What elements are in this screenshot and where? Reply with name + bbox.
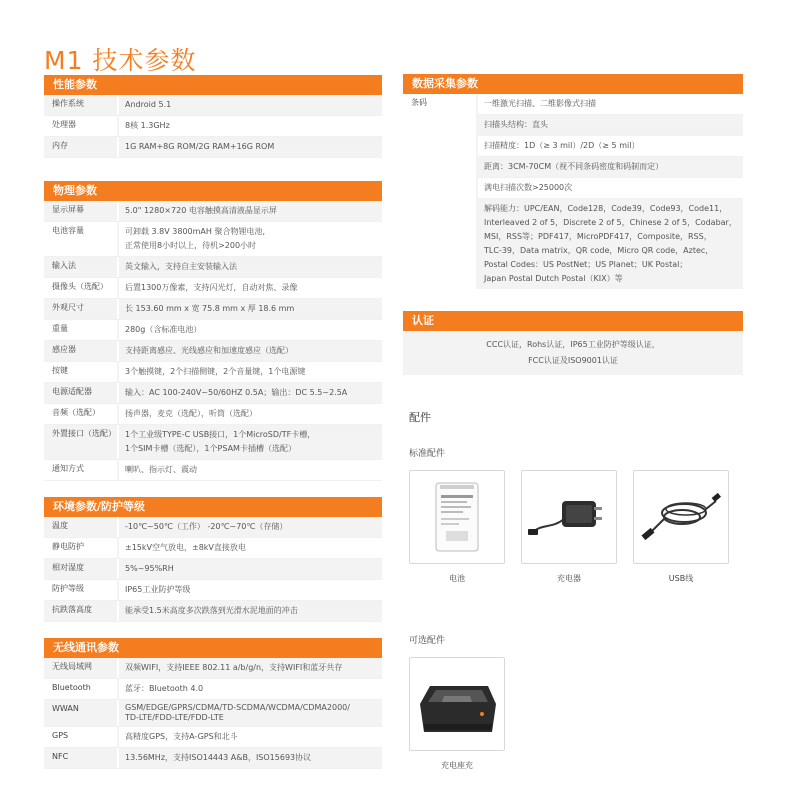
table-row	[44, 299, 382, 320]
certification-section	[403, 311, 743, 375]
spec-table	[44, 658, 382, 769]
page-title: M1 技术参数	[44, 45, 197, 75]
accessory-caption: 充电器	[557, 574, 581, 583]
barcode-spec-item: 满电扫描次数>25000次	[478, 178, 743, 199]
spec-label: 按键	[44, 362, 119, 382]
spec-value: 双频WIFI，支持IEEE 802.11 a/b/g/n，支持WIFI和蓝牙共存	[125, 663, 343, 672]
spec-value: 1个工业级TYPE-C USB接口，1个MicroSD/TF卡槽， 1个SIM卡槽（选配），1个PSAM卡插槽（选配）	[125, 430, 316, 453]
table-row	[44, 341, 382, 362]
certification-line: FCC认证及ISO9001认证	[528, 356, 618, 365]
charging-cradle-icon	[410, 658, 504, 750]
spec-label: 外观尺寸	[44, 299, 119, 319]
spec-value: 1G RAM+8G ROM/2G RAM+16G ROM	[125, 142, 275, 151]
environment-section	[44, 497, 382, 622]
accessory-caption: 充电座充	[441, 761, 473, 770]
table-row	[44, 580, 382, 601]
spec-value: 可卸载 3.8V 3800mAH 聚合物锂电池, 正常使用8小时以上，待机>200小时	[125, 227, 266, 250]
spec-label: 相对湿度	[44, 559, 119, 579]
spec-label: NFC	[44, 748, 119, 768]
table-row	[44, 383, 382, 404]
spec-label: GPS	[44, 727, 119, 747]
spec-value: 输入：AC 100-240V~50/60HZ 0.5A；输出：DC 5.5~2.5A	[125, 388, 348, 397]
table-row	[44, 460, 382, 480]
certification-text	[403, 331, 743, 375]
accessory-usb-cable	[633, 470, 729, 564]
spec-label: 感应器	[44, 341, 119, 361]
accessories-title: 配件	[409, 411, 431, 424]
spec-label: WWAN	[44, 700, 119, 726]
table-row	[44, 700, 382, 727]
section-header: 物理参数	[44, 181, 382, 201]
spec-value: 后置1300万像素，支持闪光灯，自动对焦、录像	[125, 283, 298, 292]
table-row	[44, 559, 382, 580]
spec-value: 3个触摸键，2个扫描侧键，2个音量键，1个电源键	[125, 367, 306, 376]
spec-value: 喇叭、指示灯、震动	[125, 465, 197, 474]
spec-label: 输入法	[44, 257, 119, 277]
accessory-caption: USB线	[668, 574, 694, 583]
data-capture-section	[403, 74, 743, 289]
barcode-spec-item: 解码能力：UPC/EAN，Code128，Code39，Code93，Code11， Interleaved 2 of 5，Discrete 2 of 5，Chinese 2 of 5，Codabar， MSI，RSS等；PDF417，MicroPDF417，Composite，RSS， TLC-39，Data matrix，QR code，Micro QR code，Aztec， Postal Codes：US PostNet；US Planet；UK Postal； Japan Postal Dutch Postal（KIX）等	[478, 199, 743, 289]
spec-value: 高精度GPS，支持A-GPS和北斗	[125, 732, 238, 741]
usb-cable-icon	[634, 471, 728, 563]
spec-label: 静电防护	[44, 538, 119, 558]
battery-icon	[410, 471, 504, 563]
spec-value: 8核 1.3GHz	[125, 121, 170, 130]
barcode-spec-item: 一维激光扫描、二维影像式扫描	[478, 94, 743, 115]
spec-label: 重量	[44, 320, 119, 340]
spec-value: 长 153.60 mm x 宽 75.8 mm x 厚 18.6 mm	[125, 304, 295, 313]
table-row	[44, 425, 382, 460]
section-header: 数据采集参数	[403, 74, 743, 94]
spec-table	[44, 517, 382, 622]
table-row	[44, 137, 382, 157]
spec-label: 防护等级	[44, 580, 119, 600]
wireless-section	[44, 638, 382, 769]
spec-value: 5%~95%RH	[125, 564, 174, 573]
optional-accessories-label: 可选配件	[409, 636, 446, 646]
section-header: 认证	[403, 311, 743, 331]
table-row	[44, 679, 382, 700]
barcode-label: 条码	[403, 94, 478, 289]
table-row	[44, 278, 382, 299]
spec-value: ±15kV空气放电，±8kV直接放电	[125, 543, 246, 552]
spec-value: 扬声器，麦克（选配），听筒（选配）	[125, 409, 257, 418]
spec-table	[44, 95, 382, 158]
accessory-battery	[409, 470, 505, 564]
spec-value: 支持距离感应、光线感应和加速度感应（选配）	[125, 346, 293, 355]
spec-value: 13.56MHz，支持ISO14443 A&B，ISO15693协议	[125, 753, 312, 762]
spec-label: 内存	[44, 137, 119, 157]
spec-value: -10℃~50℃（工作） -20℃~70℃（存储）	[125, 522, 288, 531]
accessory-charger	[521, 470, 617, 564]
charger-icon	[522, 471, 616, 563]
standard-accessories-label: 标准配件	[409, 449, 446, 459]
section-header: 性能参数	[44, 75, 382, 95]
spec-value: Android 5.1	[125, 100, 172, 109]
table-row	[44, 538, 382, 559]
barcode-spec-list	[478, 94, 743, 289]
table-row	[44, 748, 382, 768]
spec-label: 无线局域网	[44, 658, 119, 678]
table-row	[44, 222, 382, 257]
spec-value: 5.0" 1280×720 电容触摸高清液晶显示屏	[125, 206, 277, 215]
physical-section	[44, 181, 382, 481]
spec-label: 外置接口（选配）	[44, 425, 119, 459]
spec-value: 280g（含标准电池）	[125, 325, 202, 334]
table-row	[44, 116, 382, 137]
spec-value: IP65工业防护等级	[125, 585, 191, 594]
table-row	[44, 320, 382, 341]
spec-label: 显示屏幕	[44, 201, 119, 221]
table-row	[44, 517, 382, 538]
spec-label: 电源适配器	[44, 383, 119, 403]
spec-value: 英文输入，支持自主安装输入法	[125, 262, 237, 271]
barcode-spec-item: 距离：3CM-70CM（视不同条码密度和码制而定）	[478, 157, 743, 178]
spec-label: 处理器	[44, 116, 119, 136]
spec-label: 温度	[44, 517, 119, 537]
barcode-spec	[403, 94, 743, 289]
spec-table	[44, 201, 382, 481]
spec-label: Bluetooth	[44, 679, 119, 699]
table-row	[44, 658, 382, 679]
spec-label: 通知方式	[44, 460, 119, 480]
spec-label: 电池容量	[44, 222, 119, 256]
certification-line: CCC认证，Rohs认证，IP65工业防护等级认证，	[486, 340, 660, 349]
spec-label: 操作系统	[44, 95, 119, 115]
table-row	[44, 95, 382, 116]
table-row	[44, 727, 382, 748]
performance-section	[44, 75, 382, 158]
spec-label: 摄像头（选配）	[44, 278, 119, 298]
table-row	[44, 257, 382, 278]
accessory-charging-cradle	[409, 657, 505, 751]
spec-value: 能承受1.5米高度多次跌落到光滑水泥地面的冲击	[125, 606, 298, 615]
barcode-spec-item: 扫描头结构：直头	[478, 115, 743, 136]
spec-value: GSM/EDGE/GPRS/CDMA/TD-SCDMA/WCDMA/CDMA2000/ TD-LTE/FDD-LTE/FDD-LTE	[125, 703, 350, 722]
table-row	[44, 362, 382, 383]
table-row	[44, 601, 382, 621]
spec-label: 音频（选配）	[44, 404, 119, 424]
section-header: 环境参数/防护等级	[44, 497, 382, 517]
section-header: 无线通讯参数	[44, 638, 382, 658]
spec-value: 蓝牙：Bluetooth 4.0	[125, 684, 204, 693]
accessory-caption: 电池	[449, 574, 465, 583]
spec-label: 抗跌落高度	[44, 601, 119, 621]
table-row	[44, 201, 382, 222]
table-row	[44, 404, 382, 425]
barcode-spec-item: 扫描精度：1D（≥ 3 mil）/2D（≥ 5 mil）	[478, 136, 743, 157]
